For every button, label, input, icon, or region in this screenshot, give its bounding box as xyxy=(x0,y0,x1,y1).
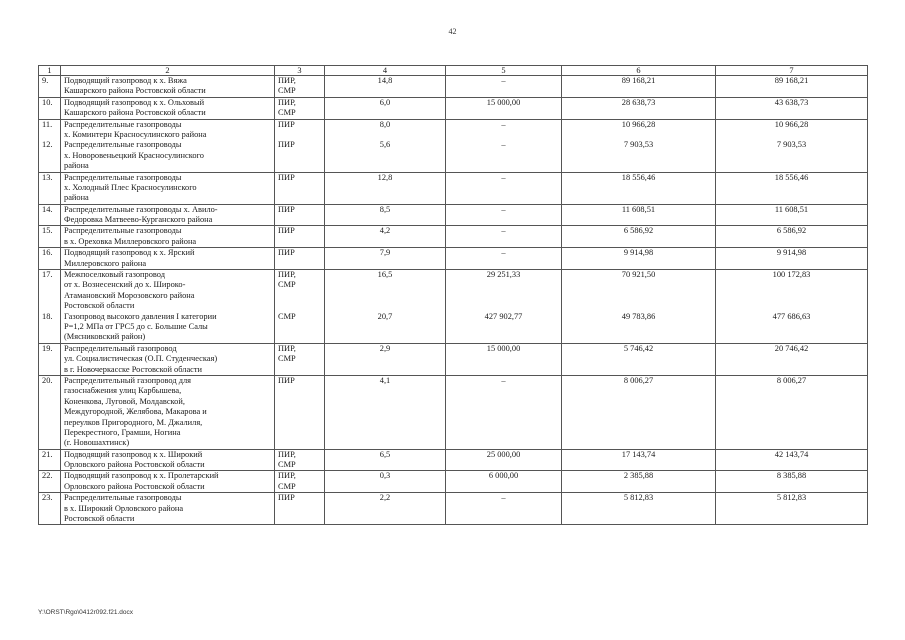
cell-line: Подводящий газопровод к х. Пролетарский xyxy=(64,471,219,481)
cell-line: Федоровка Матвеево-Курганского района xyxy=(64,215,213,225)
row-number-cell xyxy=(39,471,61,493)
header-cell: 6 xyxy=(562,66,716,76)
amount-cell xyxy=(562,76,716,98)
amount-cell xyxy=(562,204,716,226)
amount-cell xyxy=(446,471,562,493)
length-cell xyxy=(325,343,446,375)
row-number-cell xyxy=(39,449,61,471)
cell-value: 19. xyxy=(42,343,53,353)
cell-value: – xyxy=(501,226,506,236)
row-number-cell xyxy=(39,226,61,248)
cell-line: P=1,2 МПа от ГРС5 до с. Большие Салы xyxy=(64,321,208,331)
cell-spacer xyxy=(278,130,321,140)
work-type-cell xyxy=(275,172,325,204)
cell-line: ПИР, xyxy=(278,449,296,459)
cell-value: 5 812,83 xyxy=(776,493,807,503)
table-row xyxy=(39,97,868,119)
work-type-cell xyxy=(275,97,325,119)
work-type-cell xyxy=(275,471,325,493)
amount-cell xyxy=(562,471,716,493)
cell-value: 17 143,74 xyxy=(621,449,656,459)
table-row xyxy=(39,449,868,471)
footer-file-path: Y:\ORST\Rgo\0412r092.f21.docx xyxy=(38,609,134,616)
object-name-cell xyxy=(61,226,275,248)
object-name-cell xyxy=(61,471,275,493)
cell-line: ПИР xyxy=(278,226,295,236)
cell-value: – xyxy=(501,140,506,150)
work-type-cell xyxy=(275,248,325,270)
total-cell xyxy=(716,248,868,270)
cell-value: 20 746,42 xyxy=(774,343,809,353)
cell-value: 20,7 xyxy=(377,311,393,321)
cell-line: СМР xyxy=(278,311,296,321)
cell-value: 8 006,27 xyxy=(623,375,654,385)
cell-value: 89 168,21 xyxy=(621,76,656,85)
cell-line: ПИР xyxy=(278,375,295,385)
header-cell: 2 xyxy=(61,66,275,76)
cell-value: – xyxy=(501,493,506,503)
row-number-cell xyxy=(39,270,61,344)
amount-cell xyxy=(562,248,716,270)
cell-value: 6,0 xyxy=(379,97,391,107)
row-number-cell xyxy=(39,343,61,375)
object-name-cell xyxy=(61,97,275,119)
cell-value: 14. xyxy=(42,204,53,214)
cell-line: Кашарского района Ростовской области xyxy=(64,108,206,118)
cell-value: 4,2 xyxy=(379,226,391,236)
cell-line: ПИР, xyxy=(278,97,296,107)
header-cell: 3 xyxy=(275,66,325,76)
cell-value: 7,9 xyxy=(379,248,391,258)
cell-line: Распределительные газопроводы xyxy=(64,172,182,182)
cell-value: 477 686,63 xyxy=(772,311,811,321)
cell-line: района xyxy=(64,161,89,171)
cell-line: х. Холодный Плес Красносулинского xyxy=(64,182,197,192)
cell-value: 0,3 xyxy=(379,471,391,481)
cell-value: 6 586,92 xyxy=(623,226,654,236)
amount-cell xyxy=(562,97,716,119)
table-row xyxy=(39,172,868,204)
total-cell xyxy=(716,97,868,119)
cell-value: – xyxy=(501,204,506,214)
length-cell xyxy=(325,119,446,172)
length-cell xyxy=(325,493,446,525)
amount-cell xyxy=(446,119,562,172)
cell-value: 43 638,73 xyxy=(774,97,809,107)
cell-value: 100 172,83 xyxy=(772,270,811,280)
row-number-cell xyxy=(39,248,61,270)
cell-spacer xyxy=(449,301,558,311)
table-row xyxy=(39,248,868,270)
cell-value: 15. xyxy=(42,226,53,236)
row-number-cell xyxy=(39,119,61,172)
cell-value: 18. xyxy=(42,311,53,321)
amount-cell xyxy=(446,248,562,270)
cell-value: 11. xyxy=(42,119,53,129)
cell-spacer xyxy=(328,130,442,140)
cell-line: Подводящий газопровод к х. Широкий xyxy=(64,449,203,459)
total-cell xyxy=(716,493,868,525)
cell-line: (Мясниковский район) xyxy=(64,332,146,342)
object-name-cell xyxy=(61,270,275,344)
table-row xyxy=(39,375,868,449)
cell-value: – xyxy=(501,76,506,85)
cell-value: 8 385,88 xyxy=(776,471,807,481)
length-cell xyxy=(325,172,446,204)
cell-line: Распределительный газопровод xyxy=(64,343,177,353)
cell-value: 11 608,51 xyxy=(621,204,656,214)
cell-line: х. Коминтерн Красносулинского района xyxy=(64,129,207,139)
cell-spacer xyxy=(42,130,57,140)
cell-spacer xyxy=(719,301,864,311)
cell-line: СМР xyxy=(278,460,296,470)
cell-spacer xyxy=(42,280,57,290)
total-cell xyxy=(716,76,868,98)
object-name-cell xyxy=(61,343,275,375)
row-number-cell xyxy=(39,375,61,449)
cell-line: СМР xyxy=(278,481,296,491)
cell-spacer xyxy=(42,291,57,301)
amount-cell xyxy=(562,375,716,449)
cell-value: 6 000,00 xyxy=(488,471,519,481)
cell-line: в х. Широкий Орловского района xyxy=(64,503,184,513)
work-type-cell xyxy=(275,119,325,172)
total-cell xyxy=(716,172,868,204)
total-cell xyxy=(716,471,868,493)
work-type-cell xyxy=(275,343,325,375)
cell-value: 15 000,00 xyxy=(486,343,521,353)
amount-cell xyxy=(446,226,562,248)
cell-spacer xyxy=(449,280,558,290)
cell-line: Распределительные газопроводы х. Авило- xyxy=(64,204,218,214)
cell-value: 427 902,77 xyxy=(484,311,523,321)
cell-line: Орловского района Ростовской области xyxy=(64,481,205,491)
length-cell xyxy=(325,226,446,248)
table-row xyxy=(39,119,868,172)
object-name-cell xyxy=(61,248,275,270)
amount-cell xyxy=(446,449,562,471)
row-number-cell xyxy=(39,172,61,204)
cell-line: Подводящий газопровод к х. Вяжа xyxy=(64,76,187,85)
cell-line: Подводящий газопровод к х. Ольховый xyxy=(64,97,205,107)
table-row xyxy=(39,226,868,248)
table-row xyxy=(39,270,868,344)
cell-value: 8,0 xyxy=(379,119,391,129)
amount-cell xyxy=(446,76,562,98)
cell-value: 18 556,46 xyxy=(621,172,656,182)
cell-value: 4,1 xyxy=(379,375,391,385)
cell-spacer xyxy=(719,291,864,301)
cell-line: Газопровод высокого давления I категории xyxy=(64,311,217,321)
work-type-cell xyxy=(275,204,325,226)
amount-cell xyxy=(562,172,716,204)
cell-value: 18 556,46 xyxy=(774,172,809,182)
cell-line: (г. Новошахтинск) xyxy=(64,438,130,448)
cell-line: Распределительные газопроводы xyxy=(64,226,182,236)
cell-value: 7 903,53 xyxy=(623,140,654,150)
cell-value: 2,2 xyxy=(379,493,391,503)
length-cell xyxy=(325,471,446,493)
amount-cell xyxy=(562,343,716,375)
cell-value: 6 586,92 xyxy=(776,226,807,236)
cell-line: Ростовской области xyxy=(64,301,135,311)
cell-line: ПИР xyxy=(278,493,295,503)
length-cell xyxy=(325,76,446,98)
work-type-cell xyxy=(275,449,325,471)
header-cell: 4 xyxy=(325,66,446,76)
table-body xyxy=(39,66,868,525)
cell-value: 20. xyxy=(42,375,53,385)
cell-value: 23. xyxy=(42,493,53,503)
total-cell xyxy=(716,119,868,172)
cell-spacer xyxy=(565,301,712,311)
cell-value: 29 251,33 xyxy=(486,270,521,280)
cell-line: СМР xyxy=(278,280,296,290)
cell-value: – xyxy=(501,248,506,258)
work-type-cell xyxy=(275,493,325,525)
total-cell xyxy=(716,204,868,226)
object-name-cell xyxy=(61,76,275,98)
cell-value: 11 608,51 xyxy=(774,204,809,214)
cell-spacer xyxy=(328,280,442,290)
amount-cell xyxy=(446,97,562,119)
cell-spacer xyxy=(565,291,712,301)
cell-value: 14,8 xyxy=(377,76,393,85)
cell-line: ПИР, xyxy=(278,343,296,353)
cell-value: 8,5 xyxy=(379,204,391,214)
cell-value: 17. xyxy=(42,270,53,280)
cell-line: ПИР, xyxy=(278,270,296,280)
row-number-cell xyxy=(39,204,61,226)
cell-value: 70 921,50 xyxy=(621,270,656,280)
length-cell xyxy=(325,375,446,449)
cell-value: 10. xyxy=(42,97,53,107)
cell-line: в г. Новочеркасске Ростовской области xyxy=(64,364,203,374)
cell-value: 7 903,53 xyxy=(776,140,807,150)
cell-line: Подводящий газопровод к х. Ярский xyxy=(64,248,195,258)
object-name-cell xyxy=(61,119,275,172)
cell-line: Ростовской области xyxy=(64,514,135,524)
amount-cell xyxy=(446,493,562,525)
table-row xyxy=(39,471,868,493)
work-type-cell xyxy=(275,375,325,449)
object-name-cell xyxy=(61,449,275,471)
cell-value: 28 638,73 xyxy=(621,97,656,107)
header-cell: 7 xyxy=(716,66,868,76)
amount-cell xyxy=(562,449,716,471)
cell-spacer xyxy=(42,301,57,311)
cell-value: 5 812,83 xyxy=(623,493,654,503)
cell-value: – xyxy=(501,119,506,129)
table-header-row xyxy=(39,66,868,76)
work-type-cell xyxy=(275,270,325,344)
cell-line: Орловского района Ростовской области xyxy=(64,460,205,470)
cell-line: ПИР, xyxy=(278,471,296,481)
object-name-cell xyxy=(61,375,275,449)
cell-line: СМР xyxy=(278,86,296,96)
cell-value: 5 746,42 xyxy=(623,343,654,353)
cell-value: 13. xyxy=(42,172,53,182)
amount-cell xyxy=(446,270,562,344)
cell-line: в х. Ореховка Миллеровского района xyxy=(64,236,197,246)
work-type-cell xyxy=(275,226,325,248)
length-cell xyxy=(325,248,446,270)
cell-line: переулков Пригородного, М. Джалиля, xyxy=(64,417,203,427)
cell-line: района xyxy=(64,193,89,203)
cell-spacer xyxy=(565,280,712,290)
cell-line: ПИР xyxy=(278,140,295,150)
cell-value: 2,9 xyxy=(379,343,391,353)
cell-line: Межпоселковый газопровод xyxy=(64,270,165,280)
cell-line: ПИР, xyxy=(278,76,296,85)
cell-value: 9 914,98 xyxy=(776,248,807,258)
table-row xyxy=(39,204,868,226)
cell-value: 16. xyxy=(42,248,53,258)
cell-value: 15 000,00 xyxy=(486,97,521,107)
cell-value: 8 006,27 xyxy=(776,375,807,385)
cell-spacer xyxy=(328,301,442,311)
cell-line: Перекрестного, Грамши, Ногина xyxy=(64,427,181,437)
cell-spacer xyxy=(565,130,712,140)
cell-line: ПИР xyxy=(278,119,295,129)
cell-line: Миллеровского района xyxy=(64,258,147,268)
amount-cell xyxy=(562,270,716,344)
amount-cell xyxy=(446,172,562,204)
cell-spacer xyxy=(719,130,864,140)
row-number-cell xyxy=(39,76,61,98)
amount-cell xyxy=(446,343,562,375)
cell-value: – xyxy=(501,375,506,385)
cell-line: х. Новоровеньецкий Красносулинского xyxy=(64,150,204,160)
header-cell: 1 xyxy=(39,66,61,76)
amount-cell xyxy=(562,493,716,525)
cell-line: Распределительные газопроводы xyxy=(64,493,182,503)
length-cell xyxy=(325,97,446,119)
length-cell xyxy=(325,449,446,471)
cell-spacer xyxy=(449,130,558,140)
cell-line: ул. Социалистическая (О.П. Студенческая) xyxy=(64,354,218,364)
total-cell xyxy=(716,375,868,449)
header-cell: 5 xyxy=(446,66,562,76)
object-name-cell xyxy=(61,204,275,226)
cell-value: 2 385,88 xyxy=(623,471,654,481)
object-name-cell xyxy=(61,172,275,204)
cell-value: – xyxy=(501,172,506,182)
cell-value: 10 966,28 xyxy=(621,119,656,129)
table-row xyxy=(39,343,868,375)
cell-value: 42 143,74 xyxy=(774,449,809,459)
work-type-cell xyxy=(275,76,325,98)
cell-value: 10 966,28 xyxy=(774,119,809,129)
amount-cell xyxy=(446,204,562,226)
cell-value: 25 000,00 xyxy=(486,449,521,459)
cell-line: СМР xyxy=(278,354,296,364)
cell-value: 49 783,86 xyxy=(621,311,656,321)
cell-line: от х. Вознесенский до х. Широко- xyxy=(64,280,186,290)
cell-value: 21. xyxy=(42,449,53,459)
budget-table xyxy=(38,65,868,525)
cell-line: Распределительные газопроводы xyxy=(64,140,182,150)
cell-line: газоснабжения улиц Карбышева, xyxy=(64,386,182,396)
cell-line: Распределительные газопроводы xyxy=(64,119,182,129)
cell-line: Междугородной, Желябова, Макарова и xyxy=(64,407,207,417)
row-number-cell xyxy=(39,493,61,525)
total-cell xyxy=(716,343,868,375)
cell-line: ПИР xyxy=(278,248,295,258)
cell-value: 12. xyxy=(42,140,53,150)
table-row xyxy=(39,493,868,525)
cell-line: ПИР xyxy=(278,204,295,214)
cell-value: 5,6 xyxy=(379,140,391,150)
cell-value: 89 168,21 xyxy=(774,76,809,85)
cell-line: Кашарского района Ростовской области xyxy=(64,86,206,96)
length-cell xyxy=(325,270,446,344)
cell-line: ПИР xyxy=(278,172,295,182)
object-name-cell xyxy=(61,493,275,525)
total-cell xyxy=(716,270,868,344)
cell-value: 12,8 xyxy=(377,172,393,182)
cell-value: 16,5 xyxy=(377,270,393,280)
cell-value: 6,5 xyxy=(379,449,391,459)
cell-spacer xyxy=(449,291,558,301)
cell-value: 9. xyxy=(42,76,49,85)
row-number-cell xyxy=(39,97,61,119)
amount-cell xyxy=(562,226,716,248)
cell-line: Атамановский Морозовского района xyxy=(64,290,195,300)
cell-line: Распределительный газопровод для xyxy=(64,375,192,385)
cell-value: 22. xyxy=(42,471,53,481)
cell-line: СМР xyxy=(278,108,296,118)
page-number: 42 xyxy=(448,27,457,36)
length-cell xyxy=(325,204,446,226)
total-cell xyxy=(716,226,868,248)
cell-spacer xyxy=(328,291,442,301)
amount-cell xyxy=(446,375,562,449)
cell-spacer xyxy=(278,301,321,311)
cell-spacer xyxy=(278,291,321,301)
amount-cell xyxy=(562,119,716,172)
cell-line: Коненкова, Луговой, Молдавской, xyxy=(64,396,185,406)
total-cell xyxy=(716,449,868,471)
table-row xyxy=(39,76,868,98)
cell-spacer xyxy=(719,280,864,290)
cell-value: 9 914,98 xyxy=(623,248,654,258)
